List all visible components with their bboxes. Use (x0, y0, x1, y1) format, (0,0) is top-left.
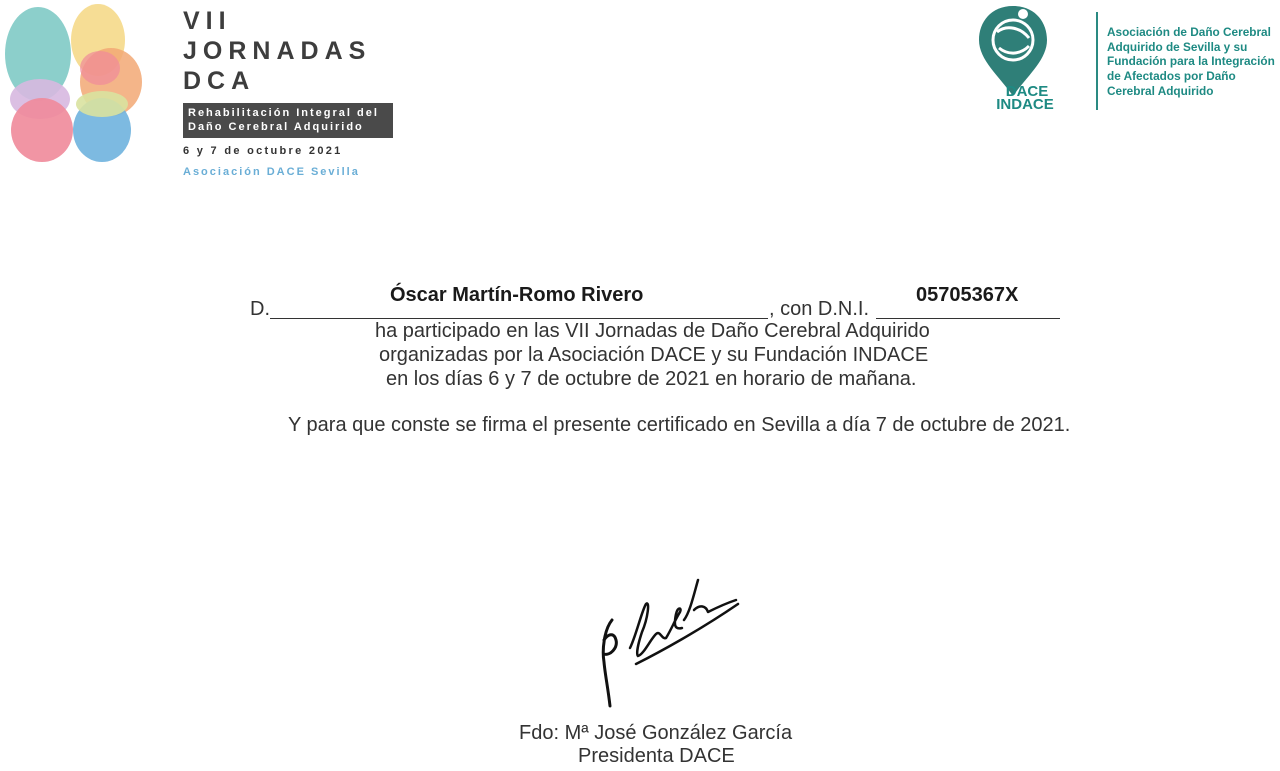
brain-logo-icon (0, 2, 148, 164)
handwritten-signature (590, 570, 750, 710)
association-name-line: Asociación de Daño Cerebral (1107, 25, 1271, 39)
dace-logo-icon (975, 2, 1065, 112)
recipient-dni: 05705367X (916, 284, 1019, 306)
event-organizer: Asociación DACE Sevilla (183, 166, 360, 178)
recipient-name: Óscar Martín-Romo Rivero (390, 284, 644, 306)
event-subtitle-box (183, 103, 393, 138)
name-underline (270, 318, 768, 319)
name-prefix: D. (250, 298, 270, 320)
association-name-line: Cerebral Adquirido (1107, 83, 1214, 98)
association-name-line: de Afectados por Daño (1107, 69, 1236, 84)
signatory-role: Presidenta DACE (578, 745, 735, 767)
association-name-line: Adquirido de Sevilla y su (1107, 39, 1248, 54)
dni-underline (876, 318, 1060, 319)
event-title-line2: JORNADAS (183, 37, 372, 65)
event-title-line1: VII (183, 7, 232, 35)
association-name-line: Fundación para la Integración (1107, 54, 1275, 69)
indace-logo-text: INDACE (996, 96, 1054, 112)
body-line-1: ha participado en las VII Jornadas de Daño Cerebral Adquirido (375, 320, 930, 342)
association-name (1107, 25, 1280, 99)
event-subtitle-line2: Daño Cerebral Adquirido (188, 121, 364, 133)
logo-divider (1096, 12, 1098, 110)
event-subtitle-line1: Rehabilitación Integral del (188, 107, 379, 119)
closing-statement: Y para que conste se firma el presente certificado en Sevilla a día 7 de octubre de 2021. (288, 414, 1071, 436)
body-line-2: organizadas por la Asociación DACE y su Fundación INDACE (379, 344, 929, 366)
signed-by: Fdo: Mª José González García (519, 722, 793, 744)
dace-logo-text: DACE (1005, 83, 1049, 100)
event-dates: 6 y 7 de octubre 2021 (183, 145, 343, 157)
dni-label: , con D.N.I. (769, 298, 870, 320)
event-title-line3: DCA (183, 67, 256, 95)
body-line-3: en los días 6 y 7 de octubre de 2021 en horario de mañana. (386, 368, 917, 390)
